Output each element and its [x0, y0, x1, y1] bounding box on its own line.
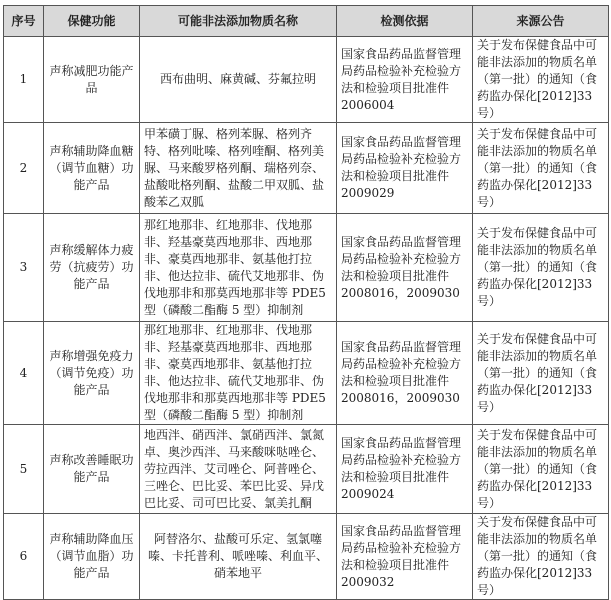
table-row: [4, 322, 609, 425]
row-function: 声称辅助降血压（调节血脂）功能产品: [44, 514, 140, 600]
row-index: 2: [4, 123, 44, 214]
row-basis: 国家食品药品监督管理局药品检验补充检验方法和检验项目批准件 2009032: [337, 514, 473, 600]
table-row: [4, 123, 609, 214]
row-index: 1: [4, 37, 44, 123]
header-function: 保健功能: [44, 6, 140, 37]
header-index: 序号: [4, 6, 44, 37]
table-row: [4, 37, 609, 123]
illegal-additives-table: [3, 5, 609, 600]
header-basis: 检测依据: [337, 6, 473, 37]
row-substances: 西布曲明、麻黄碱、芬氟拉明: [140, 37, 337, 123]
row-index: 6: [4, 514, 44, 600]
table-row: [4, 514, 609, 600]
row-basis: 国家食品药品监督管理局药品检验补充检验方法和检验项目批准件 2008016，2009030: [337, 322, 473, 425]
table-row: [4, 425, 609, 514]
row-basis: 国家食品药品监督管理局药品检验补充检验方法和检验项目批准件 2008016，2009030: [337, 214, 473, 322]
row-source: 关于发布保健食品中可能非法添加的物质名单（第一批）的通知（食药监办保化[2012]33 号）: [473, 123, 609, 214]
row-basis: 国家食品药品监督管理局药品检验补充检验方法和检验项目批准件 2006004: [337, 37, 473, 123]
table-row: [4, 214, 609, 322]
table-header-row: [4, 6, 609, 37]
row-function: 声称缓解体力疲劳（抗疲劳）功能产品: [44, 214, 140, 322]
header-source: 来源公告: [473, 6, 609, 37]
row-function: 声称增强免疫力（调节免疫）功能产品: [44, 322, 140, 425]
row-substances: 阿替洛尔、盐酸可乐定、氢氯噻嗪、卡托普利、哌唑嗪、利血平、硝苯地平: [140, 514, 337, 600]
row-source: 关于发布保健食品中可能非法添加的物质名单（第一批）的通知（食药监办保化[2012]33 号）: [473, 37, 609, 123]
row-substances: 地西泮、硝西泮、氯硝西泮、氯氮卓、奥沙西泮、马来酸咪哒唑仑、劳拉西泮、艾司唑仑、阿普唑仑、三唑仑、巴比妥、苯巴比妥、异戊巴比妥、司可巴比妥、氯美扎酮: [140, 425, 337, 514]
row-index: 5: [4, 425, 44, 514]
row-index: 3: [4, 214, 44, 322]
row-substances: 甲苯磺丁脲、格列苯脲、格列齐特、格列吡嗪、格列喹酮、格列美脲、马来酸罗格列酮、瑞格列奈、盐酸吡格列酮、盐酸二甲双胍、盐酸苯乙双胍: [140, 123, 337, 214]
row-source: 关于发布保健食品中可能非法添加的物质名单（第一批）的通知（食药监办保化[2012]33 号）: [473, 214, 609, 322]
row-source: 关于发布保健食品中可能非法添加的物质名单（第一批）的通知（食药监办保化[2012]33 号）: [473, 514, 609, 600]
row-source: 关于发布保健食品中可能非法添加的物质名单（第一批）的通知（食药监办保化[2012]33 号）: [473, 322, 609, 425]
row-function: 声称辅助降血糖（调节血糖）功能产品: [44, 123, 140, 214]
row-source: 关于发布保健食品中可能非法添加的物质名单（第一批）的通知（食药监办保化[2012]33 号）: [473, 425, 609, 514]
row-substances: 那红地那非、红地那非、伐地那非、羟基豪莫西地那非、西地那非、豪莫西地那非、氨基他打拉非、他达拉非、硫代艾地那非、伪伐地那非和那莫西地那非等 PDE5 型（磷酸二酯酶 5 型）抑制剂: [140, 322, 337, 425]
header-substances: 可能非法添加物质名称: [140, 6, 337, 37]
row-basis: 国家食品药品监督管理局药品检验补充检验方法和检验项目批准件 2009029: [337, 123, 473, 214]
row-function: 声称减肥功能产品: [44, 37, 140, 123]
row-basis: 国家食品药品监督管理局药品检验补充检验方法和检验项目批准件 2009024: [337, 425, 473, 514]
row-substances: 那红地那非、红地那非、伐地那非、羟基豪莫西地那非、西地那非、豪莫西地那非、氨基他打拉非、他达拉非、硫代艾地那非、伪伐地那非和那莫西地那非等 PDE5 型（磷酸二酯酶 5 型）抑制剂: [140, 214, 337, 322]
row-index: 4: [4, 322, 44, 425]
row-function: 声称改善睡眠功能产品: [44, 425, 140, 514]
